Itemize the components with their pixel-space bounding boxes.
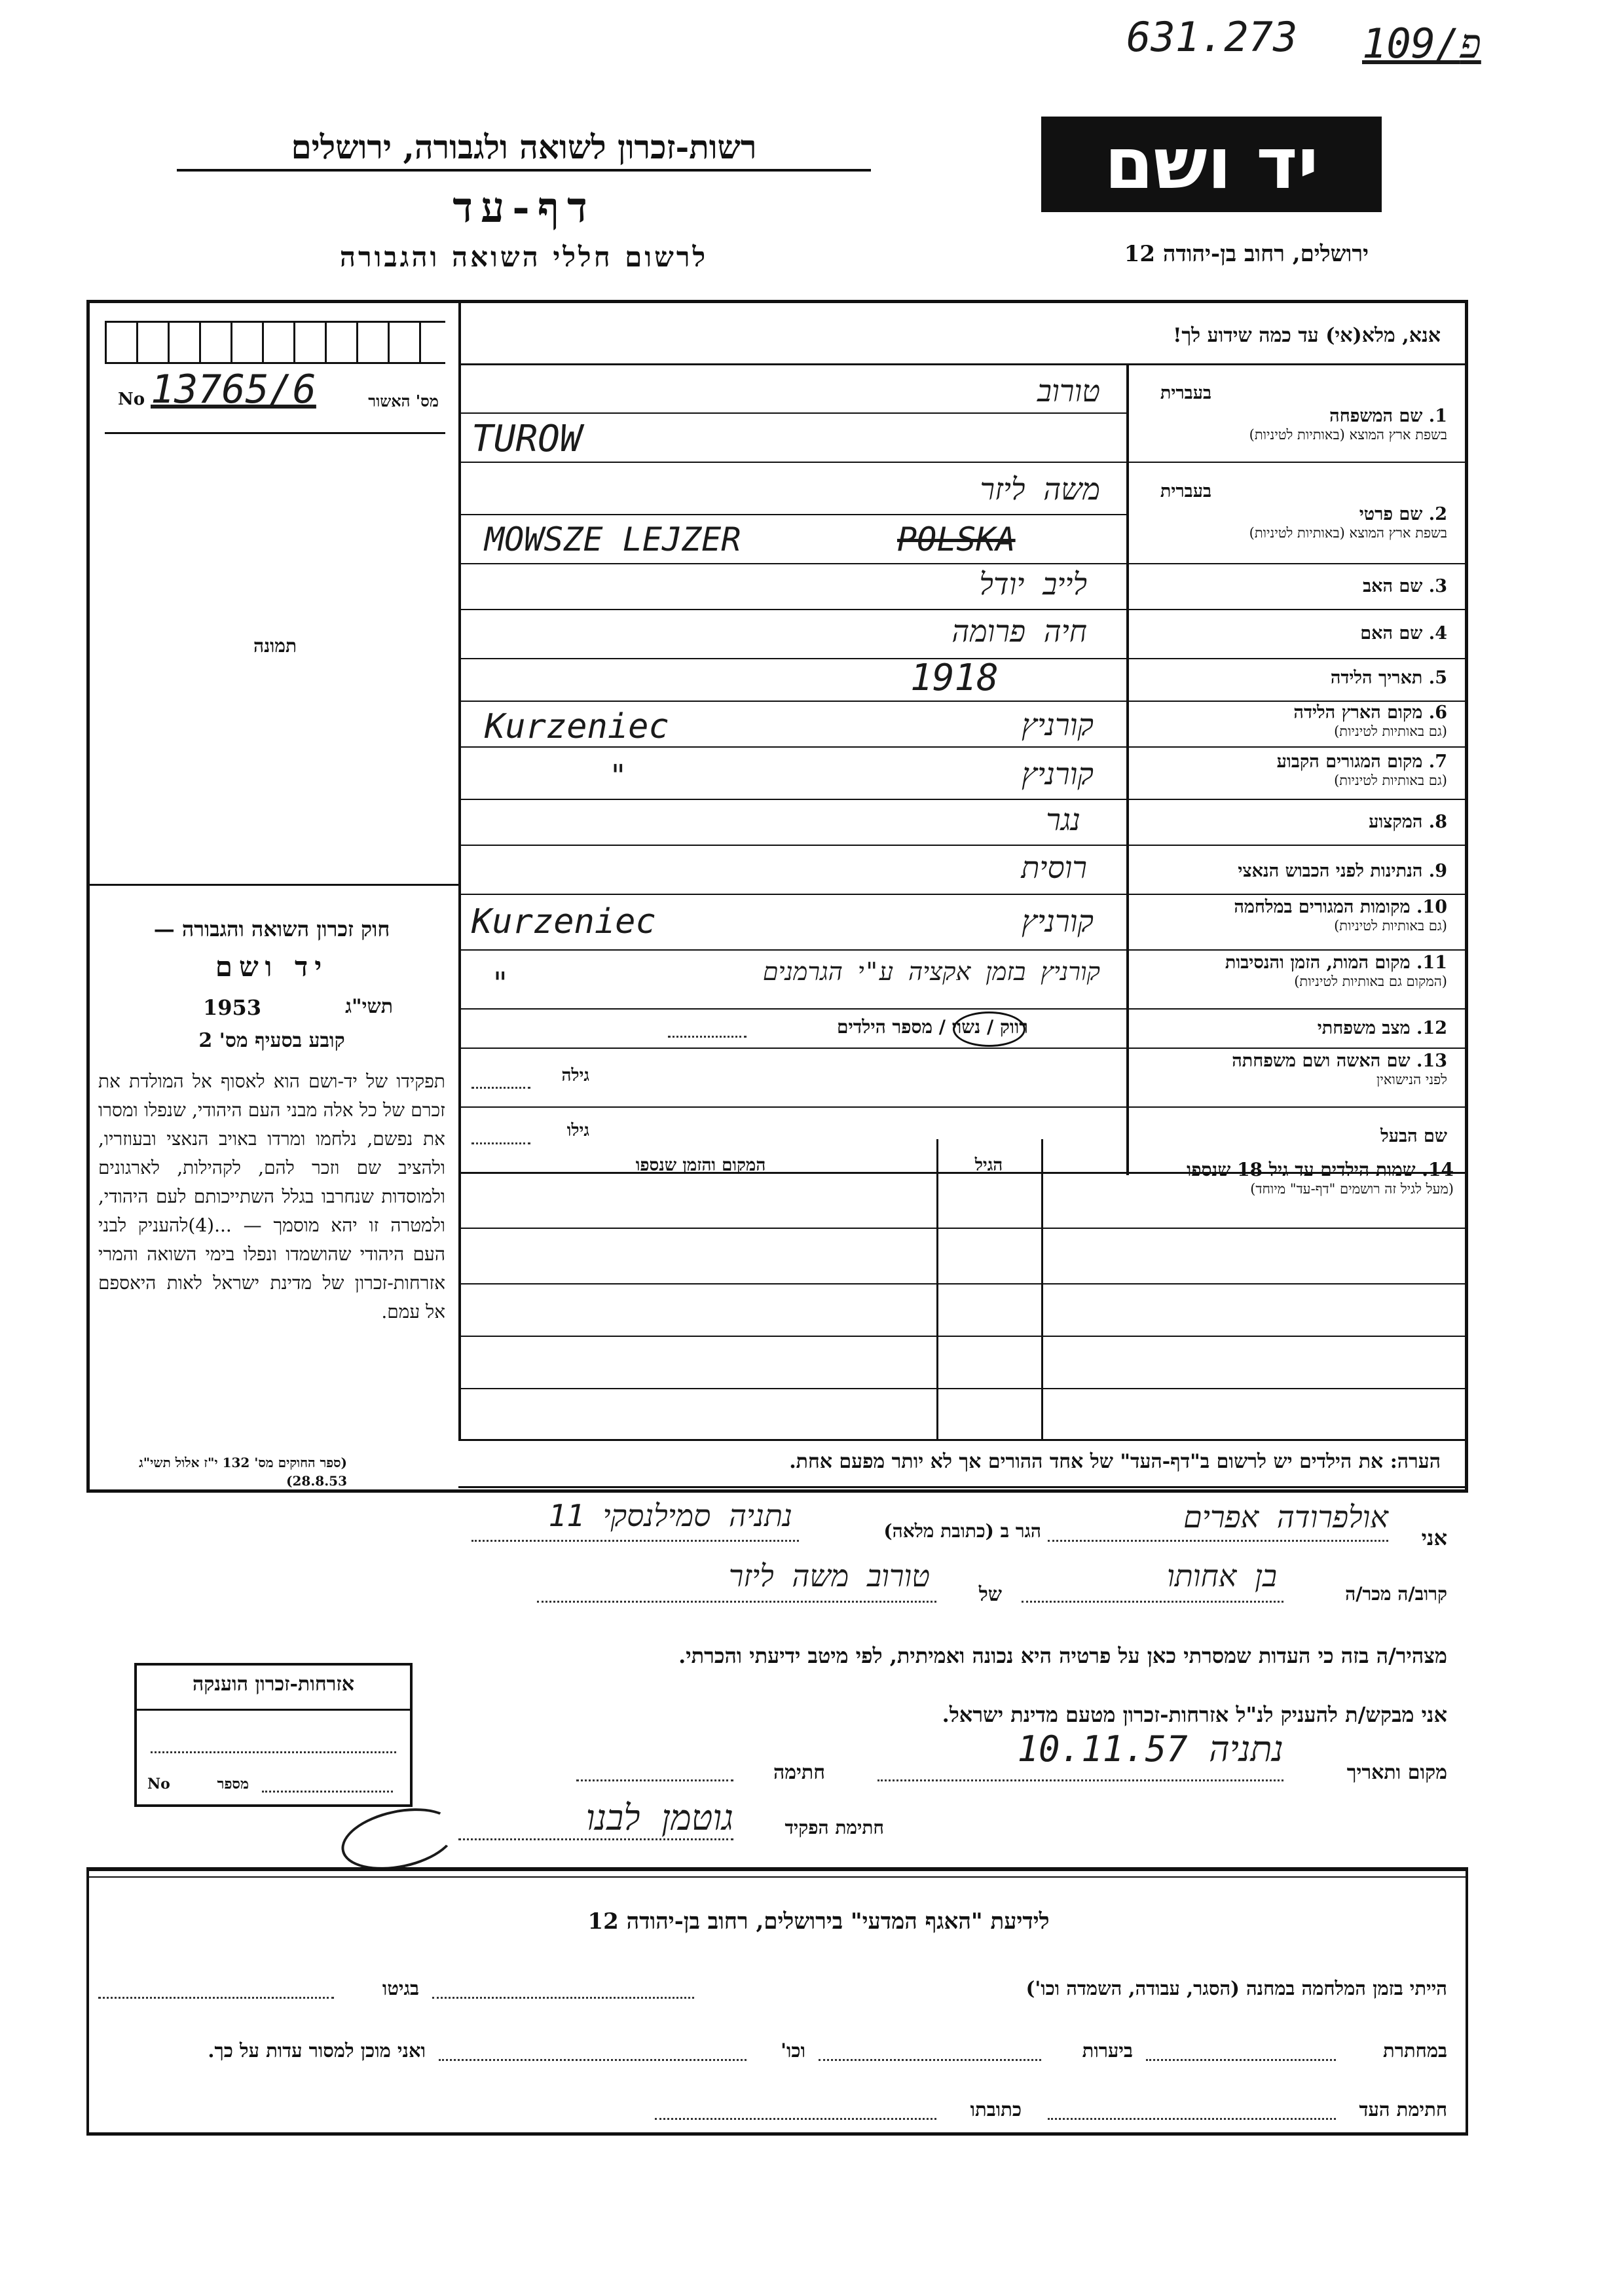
field-2-hebrew-tag: בעברית xyxy=(1160,481,1211,501)
of-name-line xyxy=(537,1601,936,1603)
field-4-label xyxy=(1139,623,1447,644)
field-11-number: 11. xyxy=(1416,953,1447,973)
field-5-number: 5. xyxy=(1428,668,1447,688)
father-name: לייב יודל xyxy=(979,566,1087,602)
info-title: לידיעת "האגף המדעי" בירושלים, רחוב בן-יהודה 12 xyxy=(587,1908,1050,1935)
instruction-rule xyxy=(458,363,1467,365)
field-7-label xyxy=(1139,752,1447,790)
relation-label: קרוב/ה מכר/ה xyxy=(1345,1583,1447,1605)
archive-number: 631.273 xyxy=(1126,13,1298,61)
citizenship-no-label: No xyxy=(147,1776,170,1793)
field-10-number: 10. xyxy=(1416,897,1447,917)
field-2-title: שם פרטי xyxy=(1359,504,1423,524)
death-details: קורניץ בזמן אקציה ע"י הגרמנים xyxy=(762,957,1100,986)
row-rule xyxy=(458,799,1467,800)
row-rule xyxy=(458,462,1467,463)
children-count-line xyxy=(668,1036,747,1038)
archive-corner-number: 109/פ xyxy=(1362,20,1481,67)
place-date-line xyxy=(877,1779,1283,1781)
row-rule xyxy=(458,894,1467,895)
wartime-residence-latin: Kurzeniec xyxy=(471,902,656,941)
row-rule xyxy=(458,1048,1467,1049)
field-4-number: 4. xyxy=(1428,623,1447,644)
children-row-rule xyxy=(458,1228,1467,1229)
place-date-value: נתניה 10.11.57 xyxy=(1017,1728,1283,1770)
authority-title: רשות-זכרון לשואה ולגבורה, ירושלים xyxy=(177,128,871,172)
yad-vashem-logo: יד ושם xyxy=(1041,117,1382,212)
row-rule xyxy=(458,701,1467,702)
citizenship-box-line xyxy=(151,1751,396,1753)
children-table-title: 14. שמות הילדים עד גיל 18 שנספו xyxy=(1187,1159,1454,1180)
field-7-number: 7. xyxy=(1428,752,1447,772)
relation-value: בן אחותו xyxy=(1166,1558,1277,1594)
row-rule xyxy=(458,949,1467,951)
marital-status-options: רווק / נשוי / מספר הילדים xyxy=(836,1016,1028,1038)
photo-label: תמונה xyxy=(253,635,297,657)
children-row-rule xyxy=(458,1283,1467,1285)
children-col-rule xyxy=(936,1139,938,1440)
field-9-label xyxy=(1139,861,1447,882)
field-6-number: 6. xyxy=(1428,702,1447,723)
children-row-rule xyxy=(458,1388,1467,1389)
citizenship: רוסית xyxy=(1021,850,1087,885)
given-name-hebrew: משה ליזר xyxy=(980,471,1100,507)
citizenship-box-rule xyxy=(134,1709,413,1711)
mother-name: חיה פרומה xyxy=(951,613,1087,649)
info-line2-d: ואני מוכן למסור עדות על כך. xyxy=(208,2039,426,2062)
info-frame xyxy=(86,1867,1468,2136)
row-rule xyxy=(458,412,1126,414)
field-12-title: מצב משפחתי xyxy=(1317,1018,1411,1038)
field-10-sub: (גם באותיות לטיניות) xyxy=(1334,918,1447,934)
field-8-label xyxy=(1139,812,1447,833)
request-text: אני מבקש/ת להעניק לנ"ל אזרחות-זכרון מטעם מדינת ישראל. xyxy=(942,1702,1447,1727)
law-year-heb: תשי"ג xyxy=(345,995,393,1018)
field-2-label xyxy=(1139,504,1447,542)
label-divider xyxy=(1126,363,1129,1175)
declarant-name: אולפרודה אפרים xyxy=(1183,1499,1388,1535)
side-column-divider xyxy=(458,300,461,1439)
instruction-text: אנא, מלא(אי) עד כמה שידוע לך! xyxy=(1173,324,1441,347)
declarant-i-label: אני xyxy=(1421,1525,1447,1550)
birth-date: 1918 xyxy=(910,657,999,699)
officer-signature-line xyxy=(458,1838,733,1840)
citizenship-box-title: אזרחות-זכרון הוענקה xyxy=(192,1673,355,1696)
wife-age-line xyxy=(471,1087,530,1089)
field-10-title: מקומות המגורים במלחמה xyxy=(1234,897,1411,917)
given-name-country: POLSKA xyxy=(897,520,1016,558)
husband-label xyxy=(1139,1126,1447,1147)
declaration-text: מצהיר/ה בזה כי העדות שמסרתי כאן על פרטיה היא נכונה ואמיתית, לפי מיטב ידיעתי והכרתי. xyxy=(678,1643,1447,1668)
field-6-sub: (גם באותיות לטיניות) xyxy=(1334,723,1447,740)
husband-title: שם הבעל xyxy=(1380,1126,1447,1146)
info-line2-c: וכו' xyxy=(781,2039,805,2062)
officer-signature: גוטמן לבנו xyxy=(585,1797,733,1838)
field-9-title: הנתינות לפני הכבוש הנאצי xyxy=(1238,861,1423,881)
confirmation-number: 13765/6 xyxy=(151,367,316,412)
children-row-rule xyxy=(458,1439,1467,1441)
law-footnote: (ספר החוקים מס' 132 י"ז אלול תשי"ג 28.8.53) xyxy=(139,1455,347,1489)
row-rule xyxy=(458,1008,1467,1010)
row-rule xyxy=(458,514,1126,515)
field-2-sub: בשפת ארץ המוצא (באותיות לטיניות) xyxy=(1249,525,1447,541)
field-3-number: 3. xyxy=(1428,576,1447,596)
row-rule xyxy=(458,563,1467,564)
field-1-number: 1. xyxy=(1428,406,1447,426)
form-title: דף-עד xyxy=(452,183,595,232)
of-label: של xyxy=(978,1583,1002,1606)
field-13-label xyxy=(1139,1051,1447,1089)
children-table-sub: (מעל לגיל זה רושמים "דף-עד" מיוחד) xyxy=(1250,1180,1454,1197)
note-text: הערה: את הילדים יש לרשום ב"דף-העד" של אחד ההורים אך לא יותר מפעם אחת. xyxy=(789,1450,1441,1473)
citizenship-no-line xyxy=(262,1791,393,1793)
info-line1-a: הייתי בזמן המלחמה במחנה (הסגר, עבודה, השמדה וכו') xyxy=(1025,1977,1447,1999)
info-line2-a: במחתרת xyxy=(1383,2039,1447,2062)
field-6-label xyxy=(1139,702,1447,740)
given-name-latin: MOWSZE LEJZER xyxy=(485,520,741,558)
wife-age-label: גילה xyxy=(561,1066,589,1085)
field-12-label xyxy=(1139,1018,1447,1039)
field-13-title: שם האשה ושם משפחתה xyxy=(1232,1051,1411,1071)
field-5-title: תאריך הלידה xyxy=(1330,668,1423,688)
field-3-title: שם האב xyxy=(1363,576,1423,596)
children-col-rule xyxy=(1041,1139,1043,1440)
children-place-header: המקום והזמן שנספו xyxy=(635,1156,766,1175)
info-line3-b: כתובתו xyxy=(970,2098,1022,2121)
field-9-number: 9. xyxy=(1428,861,1447,881)
field-2-number: 2. xyxy=(1428,504,1447,524)
field-7-sub: (גם באותיות לטיניות) xyxy=(1334,773,1447,789)
info-line3-a: חתימת העד xyxy=(1359,2098,1447,2121)
law-text: תפקידו של יד-ושם הוא לאסוף אל המולדת את זכרם של כל אלה מבני העם היהודי, שנפלו ומסרו את נפשם, נלחמו ומרדו באויב הנאצי ובעוזריו, ולהציב שם וזכר להם, לקהילות, לארגונים ולמוסדות שנחרבו בגלל השתייכותם לעם היהודי, ולמטרה זו יהא מוסמך — ...(4)להעניק לבני העם היהודי שהושמדו ונפלו בימי השואה והמרי אזרחות-זכרון של מדינת ישראל לאות היאספם אל עמם. xyxy=(98,1070,445,1322)
residence-latin: " xyxy=(609,758,627,793)
field-1-sub: בשפת ארץ המוצא (באותיות לטיניות) xyxy=(1249,427,1447,443)
marital-status-circle xyxy=(953,1011,1025,1047)
note-rule xyxy=(458,1486,1467,1488)
citizenship-no-text: מספר xyxy=(217,1776,249,1793)
officer-signature-label: חתימת הפקיד xyxy=(784,1817,884,1838)
children-table-label xyxy=(1022,1159,1454,1197)
field-1-hebrew-tag: בעברית xyxy=(1160,383,1211,403)
signature-line xyxy=(576,1779,733,1781)
field-7-title: מקום המגורים הקבוע xyxy=(1276,752,1423,772)
field-11-sub: (המקום גם באותיות לטיניות) xyxy=(1294,974,1447,990)
declarant-name-line xyxy=(1048,1540,1388,1542)
field-12-number: 12. xyxy=(1416,1018,1447,1038)
field-1-title: שם המשפחה xyxy=(1329,406,1423,426)
field-11-label xyxy=(1139,953,1447,991)
birthplace-hebrew: קורניץ xyxy=(1022,707,1094,742)
field-4-title: שם האם xyxy=(1360,623,1423,644)
place-date-label: מקום ותאריך xyxy=(1346,1761,1447,1784)
declarant-address-line xyxy=(471,1540,799,1542)
children-age-header: הגיל xyxy=(974,1156,1003,1175)
signature-label: חתימה xyxy=(773,1761,825,1784)
field-3-label xyxy=(1139,576,1447,597)
occupation: נגר xyxy=(1046,802,1080,837)
field-5-label xyxy=(1139,668,1447,689)
field-8-number: 8. xyxy=(1428,812,1447,832)
confirmation-no-label: No xyxy=(118,390,145,409)
residence-hebrew: קורניץ xyxy=(1022,756,1094,792)
relation-line xyxy=(1022,1601,1283,1603)
declarant-address: נתניה סמילנסקי 11 xyxy=(548,1498,792,1533)
info-line1-b: בגיטו xyxy=(382,1977,419,1999)
field-10-label xyxy=(1139,897,1447,935)
field-11-title: מקום המות, הזמן והנסיבות xyxy=(1225,953,1411,973)
field-13-sub: לפני הנישואין xyxy=(1376,1072,1447,1088)
field-8-title: המקצוע xyxy=(1369,812,1423,832)
photo-area-rule xyxy=(86,884,460,886)
field-1-label xyxy=(1139,406,1447,444)
form-subtitle: לרשום חללי השואה והגבורה xyxy=(339,241,709,273)
address: ירושלים, רחוב בן-יהודה 12 xyxy=(1124,241,1369,267)
law-section: קובע בסעיף מס' 2 xyxy=(198,1029,345,1052)
field-13-number: 13. xyxy=(1416,1051,1447,1071)
husband-age-line xyxy=(471,1142,530,1144)
surname-hebrew: טורוב xyxy=(1037,373,1100,409)
law-title: חוק זכרון השואה והגבורה — xyxy=(153,917,390,941)
resides-label: הגר ב (כתובת מלאה) xyxy=(883,1520,1041,1542)
law-name: יד ושם xyxy=(215,951,329,983)
row-rule xyxy=(458,746,1467,748)
husband-age-label: גילו xyxy=(566,1121,589,1140)
death-place-latin: " xyxy=(491,966,509,1001)
law-year: 1953 xyxy=(203,995,262,1020)
confirmation-label: מס' האשור xyxy=(368,392,439,410)
row-rule xyxy=(458,609,1467,610)
field-6-title: מקום הארץ הלידה xyxy=(1293,702,1423,723)
children-row-rule xyxy=(458,1336,1467,1337)
surname-latin: TUROW xyxy=(471,418,582,460)
row-rule xyxy=(458,1106,1467,1108)
of-name: טורוב משה ליזר xyxy=(728,1558,930,1594)
frame-bottom-rule xyxy=(86,1489,460,1492)
row-rule xyxy=(458,845,1467,846)
ticks-ruler xyxy=(105,321,445,364)
wartime-residence-hebrew: קורניץ xyxy=(1022,903,1094,939)
birthplace-latin: Kurzeniec xyxy=(485,707,669,746)
info-line2-b: ביערות xyxy=(1082,2039,1133,2062)
